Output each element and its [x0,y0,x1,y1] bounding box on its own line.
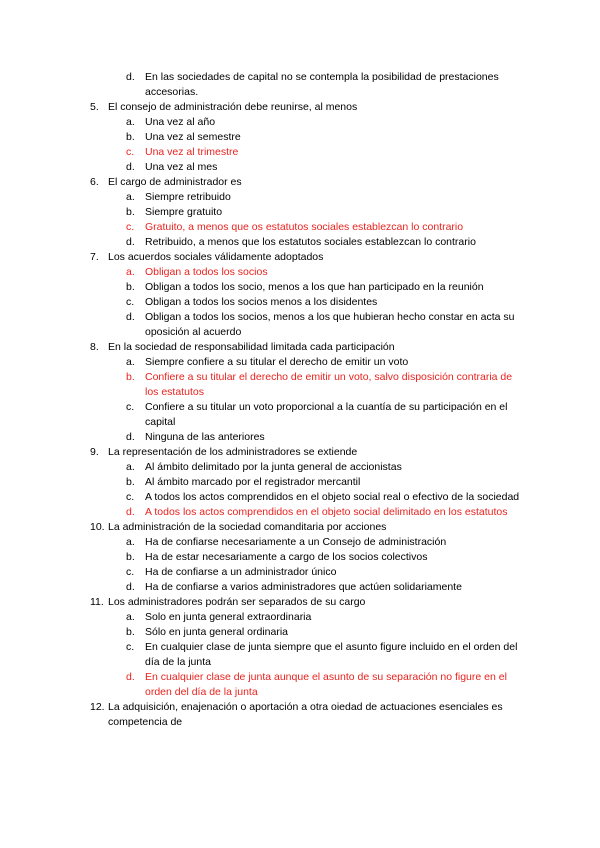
question-text [0,340,528,355]
question-5 [0,100,600,175]
option-letter: a. [126,611,135,623]
question-number: 6. [90,176,99,188]
answer-option [0,550,528,565]
option-text: Siempre gratuito [145,206,223,218]
question-stem: El consejo de administración debe reunirse, al menos [108,101,358,113]
answer-option [0,70,528,100]
question-continued [0,70,600,100]
option-text: En cualquier clase de junta aunque el asunto de su separación no figure en el orden del día de la junta [145,671,507,698]
answer-option [0,640,528,670]
answer-option [0,235,528,250]
option-letter: d. [126,161,135,173]
option-letter: d. [126,71,135,83]
option-text: Ha de confiarse necesariamente a un Consejo de administración [145,536,447,548]
question-9 [0,445,600,520]
answer-option [0,535,528,550]
question-text [0,520,528,535]
answer-option [0,130,528,145]
option-letter: b. [126,551,135,563]
option-text: Una vez al semestre [145,131,241,143]
option-text: Gratuito, a menos que os estatutos sociales establezcan lo contrario [145,221,464,233]
question-number: 11. [90,596,104,608]
question-stem: La adquisición, enajenación o aportación a otra oiedad de actuaciones esenciales es competencia de [108,701,503,728]
question-number: 10. [90,521,105,533]
option-letter: d. [126,581,135,593]
question-text [0,175,528,190]
option-text: Una vez al mes [145,161,218,173]
question-7 [0,250,600,340]
option-letter: b. [126,626,135,638]
question-11 [0,595,600,700]
option-letter: c. [126,221,135,233]
option-text: Ninguna de las anteriores [145,431,265,443]
question-text [0,595,528,610]
option-text: Obligan a todos los socios, menos a los que hubieran hecho constar en acta su oposición al acuerdo [145,311,515,338]
option-text: Al ámbito marcado por el registrador mercantil [145,476,361,488]
answer-option [0,580,528,595]
option-text: Al ámbito delimitado por la junta general de accionistas [145,461,402,473]
option-letter: c. [126,491,135,503]
option-letter: b. [126,281,135,293]
question-stem: En la sociedad de responsabilidad limitada cada participación [108,341,395,353]
option-letter: c. [126,401,135,413]
option-letter: c. [126,566,135,578]
answer-option [0,115,528,130]
question-stem: La administración de la sociedad comanditaria por acciones [108,521,387,533]
question-stem: El cargo de administrador es [108,176,242,188]
answer-option [0,610,528,625]
option-text: Retribuido, a menos que los estatutos sociales establezcan lo contrario [145,236,476,248]
question-6 [0,175,600,250]
answer-option [0,205,528,220]
answer-option [0,625,528,640]
answer-option [0,460,528,475]
option-letter: c. [126,641,135,653]
option-text: Obligan a todos los socios menos a los disidentes [145,296,378,308]
answer-option [0,505,528,520]
answer-option [0,355,528,370]
option-letter: d. [126,431,135,443]
answer-option [0,280,528,295]
option-text: Una vez al trimestre [145,146,239,158]
option-letter: a. [126,356,135,368]
answer-option [0,490,528,505]
answer-option [0,190,528,205]
answer-option [0,475,528,490]
option-letter: d. [126,671,135,683]
answer-option [0,220,528,235]
answer-option [0,310,528,340]
answer-option [0,370,528,400]
option-text: Ha de confiarse a un administrador único [145,566,337,578]
answer-option [0,400,528,430]
question-stem: Los acuerdos sociales válidamente adoptados [108,251,324,263]
option-text: Solo en junta general extraordinaria [145,611,312,623]
option-letter: a. [126,461,135,473]
question-number: 8. [90,341,99,353]
question-12 [0,700,600,730]
option-text: Siempre confiere a su titular el derecho de emitir un voto [145,356,409,368]
option-letter: a. [126,536,135,548]
answer-option [0,160,528,175]
option-letter: c. [126,296,135,308]
option-text: Confiere a su titular el derecho de emitir un voto, salvo disposición contraria de los estatutos [145,371,513,398]
question-number: 12. [90,701,105,713]
answer-option [0,430,528,445]
option-text: Ha de estar necesariamente a cargo de los socios colectivos [145,551,428,563]
question-number: 9. [90,446,99,458]
option-letter: d. [126,236,135,248]
answer-option [0,295,528,310]
option-letter: a. [126,191,135,203]
option-text: Una vez al año [145,116,216,128]
option-text: Obligan a todos los socios [145,266,268,278]
answer-option [0,565,528,580]
question-number: 7. [90,251,99,263]
option-letter: b. [126,371,135,383]
question-number: 5. [90,101,99,113]
option-letter: d. [126,311,135,323]
option-letter: b. [126,131,135,143]
question-stem: Los administradores podrán ser separados de su cargo [108,596,366,608]
option-letter: b. [126,206,135,218]
option-letter: a. [126,266,135,278]
option-text: Siempre retribuido [145,191,231,203]
question-8 [0,340,600,445]
option-text: A todos los actos comprendidos en el objeto social delimitado en los estatutos [145,506,508,518]
option-text: En cualquier clase de junta siempre que el asunto figure incluido en el orden del día de la junta [145,641,518,668]
option-text: Obligan a todos los socio, menos a los que han participado en la reunión [145,281,484,293]
question-text [0,250,528,265]
option-text: Sólo en junta general ordinaria [145,626,289,638]
document-page [0,70,600,730]
option-text: A todos los actos comprendidos en el objeto social real o efectivo de la sociedad [145,491,520,503]
option-text: Confiere a su titular un voto proporcional a la cuantía de su participación en el capital [145,401,508,428]
question-10 [0,520,600,595]
option-text: En las sociedades de capital no se contempla la posibilidad de prestaciones accesorias. [145,71,499,98]
question-text [0,100,528,115]
option-letter: a. [126,116,135,128]
question-text [0,445,528,460]
answer-option [0,265,528,280]
answer-option [0,670,528,700]
option-letter: c. [126,146,135,158]
option-letter: d. [126,506,135,518]
question-stem: La representación de los administradores se extiende [108,446,358,458]
question-text [0,700,528,730]
option-text: Ha de confiarse a varios administradores que actúen solidariamente [145,581,462,593]
answer-option [0,145,528,160]
option-letter: b. [126,476,135,488]
